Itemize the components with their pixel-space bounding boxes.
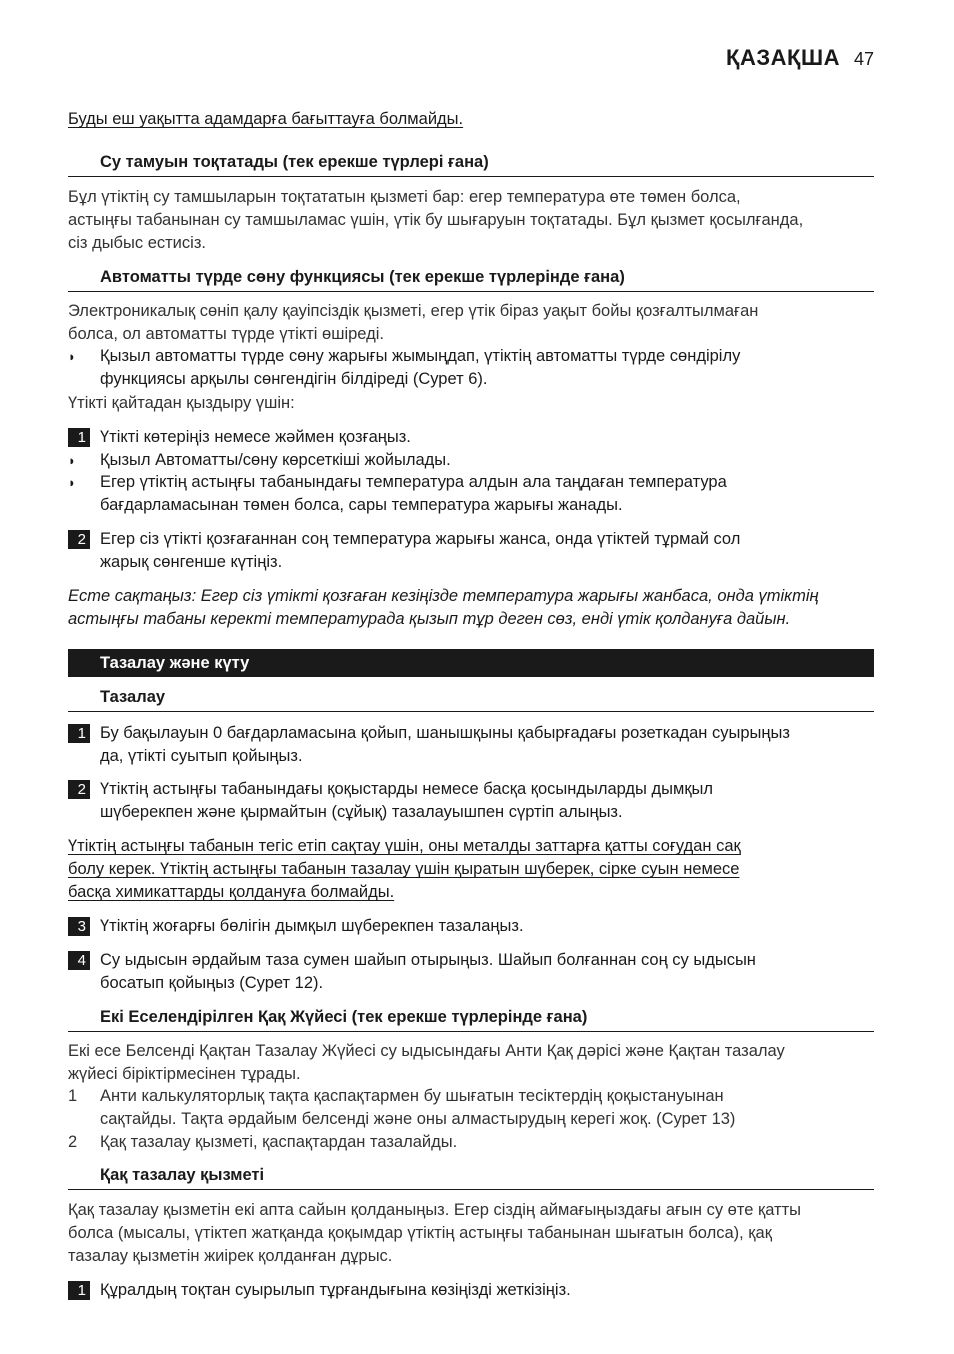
step-number: 2 [68, 530, 90, 549]
calc-clean-step-1: 1 Құралдың тоқтан суырылып тұрғандығына көзіңізді жеткізіңіз. [68, 1279, 874, 1302]
cleaning-warning: Үтіктің астыңғы табанын тегіс етіп сақтау үшін, оны металды заттарға қатты соғудан сақ болу керек. Үтіктің астыңғы табанын тазалау үшін қыратын шүберек, сірке суын немесе басқа химикаттарды қолдануға болмайды. [68, 837, 741, 901]
language-label: ҚАЗАҚША [726, 45, 840, 70]
bullet-icon: ◗ [68, 349, 76, 364]
auto-off-bullet-1: ◗ Қызыл автоматты түрде сөну жарығы жымыңдап, үтіктің автоматты түрде сөндірілу функциясы арқылы сөнгендігін білдіреді (Сурет 6). [68, 345, 874, 391]
step-number: 1 [68, 428, 90, 447]
cleaning-section-title: Тазалау және күту [68, 649, 874, 677]
double-active-heading: Екі Еселендірілген Қақ Жүйесі (тек ерекше түрлерінде ғана) [68, 1006, 874, 1032]
step-number: 1 [68, 724, 90, 743]
page-header [726, 46, 874, 71]
cleaning-step-4: 4 Су ыдысын әрдайым таза сумен шайып отырыңыз. Шайып болғаннан соң су ыдысын босатып қойыңыз (Сурет 12). [68, 949, 874, 995]
intro-warning: Буды еш уақытта адамдарға бағыттауға болмайды. [68, 110, 464, 128]
auto-off-heading: Автоматты түрде сөну функциясы (тек ерекше түрлерінде ғана) [68, 266, 874, 292]
drip-stop-body: Бұл үтіктің су тамшыларын тоқтататын қызметі бар: егер температура өте төмен болса, астыңғы табанынан су тамшыламас үшін, үтік бу шығаруын тоқтатады. Бұл қызмет қосылғанда, сіз дыбыс естисіз. [68, 188, 804, 252]
auto-off-step-2: 2 Егер сіз үтікті қозғағаннан соң температура жарығы жанса, онда үтіктей тұрмай сол жарық сөнгенше күтіңіз. [68, 528, 874, 574]
double-active-item-2: 2 Қақ тазалау қызметі, қаспақтардан тазалайды. [68, 1133, 458, 1151]
drip-stop-heading: Су тамуын тоқтатады (тек ерекше түрлері ғана) [68, 151, 874, 177]
calc-clean-heading: Қақ тазалау қызметі [68, 1164, 874, 1190]
auto-off-note: Есте сақтаңыз: Егер сіз үтікті қозғаған кезіңізде температура жарығы жанбаса, онда үтіктің астыңғы табаны керекті температурада қызып тұр деген сөз, енді үтік қолдануға дайын. [68, 587, 819, 628]
step-number: 3 [68, 917, 90, 936]
cleaning-step-2: 2 Үтіктің астыңғы табанындағы қоқыстарды немесе басқа қосындыларды дымқыл шүберекпен және қырмайтын (сұйық) тазалауышпен сүртіп алыңыз. [68, 778, 874, 824]
reheat-label: Үтікті қайтадан қыздыру үшін: [68, 394, 295, 412]
auto-off-bullet-2: ◗ Қызыл Автоматты/сөну көрсеткіші жойылады. [68, 449, 874, 472]
double-active-item-1: 1 Анти калькуляторлық тақта қаспақтармен бу шығатын тесіктердің қоқыстануынан сақтайды. Тақта әрдайым белсенді және оны алмастырудың керегі жоқ. (Сурет 13) [68, 1087, 736, 1128]
auto-off-step-1: 1 Үтікті көтеріңіз немесе жәймен қозғаңыз. [68, 426, 874, 449]
auto-off-body: Электроникалық сөніп қалу қауіпсіздік қызметі, егер үтік біраз уақыт бойы қозғалтылмаған болса, ол автоматты түрде үтікті өшіреді. [68, 302, 759, 343]
bullet-icon: ◗ [68, 453, 76, 468]
step-number: 2 [68, 780, 90, 799]
calc-clean-body: Қақ тазалау қызметін екі апта сайын қолданыңыз. Егер сіздің аймағыңыздағы ағын су өте қатты болса (мысалы, үтіктеп жатқанда қоқымдар үтіктің астыңғы табанынан шығатын болса), қақ тазалау қызметін жиірек қолданған дұрыс. [68, 1201, 802, 1265]
cleaning-step-3: 3 Үтіктің жоғарғы бөлігін дымқыл шүберекпен тазалаңыз. [68, 915, 874, 938]
cleaning-heading: Тазалау [68, 686, 874, 712]
step-number: 1 [68, 1281, 90, 1300]
page-number: 47 [853, 49, 874, 69]
double-active-body: Екі есе Белсенді Қақтан Тазалау Жүйесі су ыдысындағы Анти Қақ дәрісі және Қақтан тазалау жүйесі біріктірмесінен тұрады. [68, 1042, 785, 1083]
step-number: 4 [68, 951, 90, 970]
bullet-icon: ◗ [68, 475, 76, 490]
cleaning-step-1: 1 Бу бақылауын 0 бағдарламасына қойып, шанышқыны қабырғадағы розеткадан суырыңыз да, үтікті суытып қойыңыз. [68, 722, 874, 768]
auto-off-bullet-3: ◗ Егер үтіктің астыңғы табанындағы температура алдын ала таңдаған температура бағдарламасынан төмен болса, сары температура жарығы жанады. [68, 471, 874, 517]
